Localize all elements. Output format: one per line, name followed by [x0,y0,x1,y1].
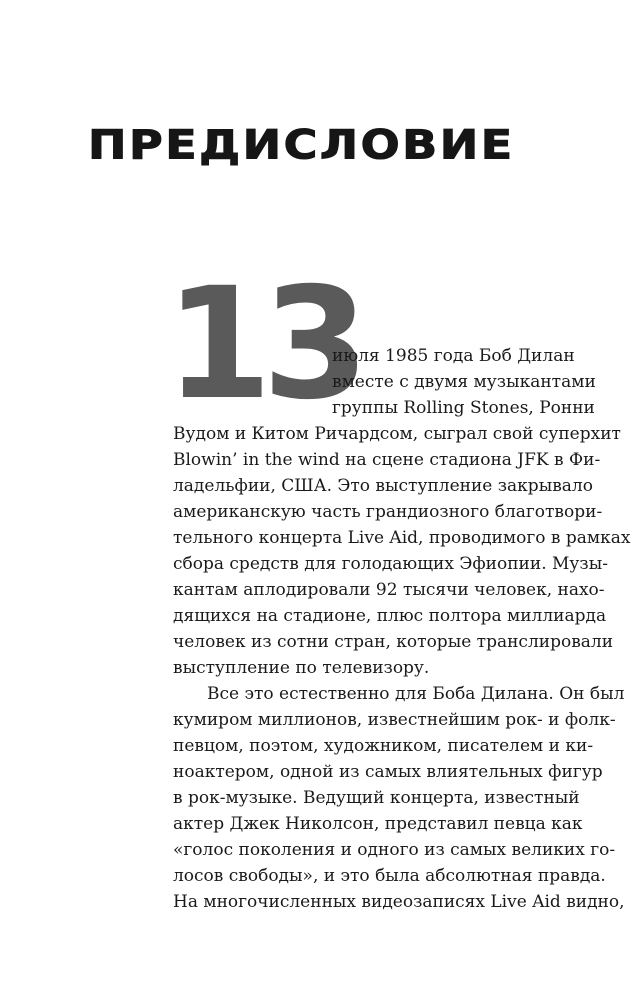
paragraph-1-line: тельного концерта Live Aid, проводимого в рамках [173,528,631,548]
paragraph-1-line: американскую часть грандиозного благотвори- [173,502,603,522]
paragraph-1-line: человек из сотни стран, которые транслировали [173,632,614,652]
paragraph-1-line: сбора средств для голодающих Эфиопии. Музы- [173,554,608,574]
paragraph-2-line: актер Джек Николсон, представил певца как [173,814,583,834]
paragraph-2-line: ноактером, одной из самых влиятельных фигур [173,762,603,782]
paragraph-2-line: кумиром миллионов, известнейшим рок- и фолк- [173,710,616,730]
paragraph-2-line: «голос поколения и одного из самых великих го- [173,840,616,860]
paragraph-2-line: Все это естественно для Боба Дилана. Он был [207,684,625,704]
paragraph-2-line: в рок-музыке. Ведущий концерта, известный [173,788,580,808]
paragraph-1-line: июля 1985 года Боб Дилан [332,346,575,366]
paragraph-1-line: группы Rolling Stones, Ронни [332,398,595,418]
drop-cap: 13 [165,255,360,434]
paragraph-1-line: ладельфии, США. Это выступление закрывало [173,476,593,496]
paragraph-1-line: выступление по телевизору. [173,658,430,678]
chapter-heading: ПРЕДИСЛОВИЕ [88,120,515,168]
paragraph-1-line: дящихся на стадионе, плюс полтора миллиарда [173,606,607,626]
paragraph-2-line: певцом, поэтом, художником, писателем и ки- [173,736,594,756]
paragraph-1-line: Blowin’ in the wind на сцене стадиона JFK в Фи- [173,450,601,470]
paragraph-1-line: Вудом и Китом Ричардсом, сыграл свой суперхит [173,424,621,444]
paragraph-1-line: вместе с двумя музыкантами [332,372,596,392]
paragraph-2-line: На многочисленных видеозаписях Live Aid видно, [173,892,625,912]
paragraph-2-line: лосов свободы», и это была абсолютная правда. [173,866,606,886]
paragraph-1-line: кантам аплодировали 92 тысячи человек, нахо- [173,580,605,600]
